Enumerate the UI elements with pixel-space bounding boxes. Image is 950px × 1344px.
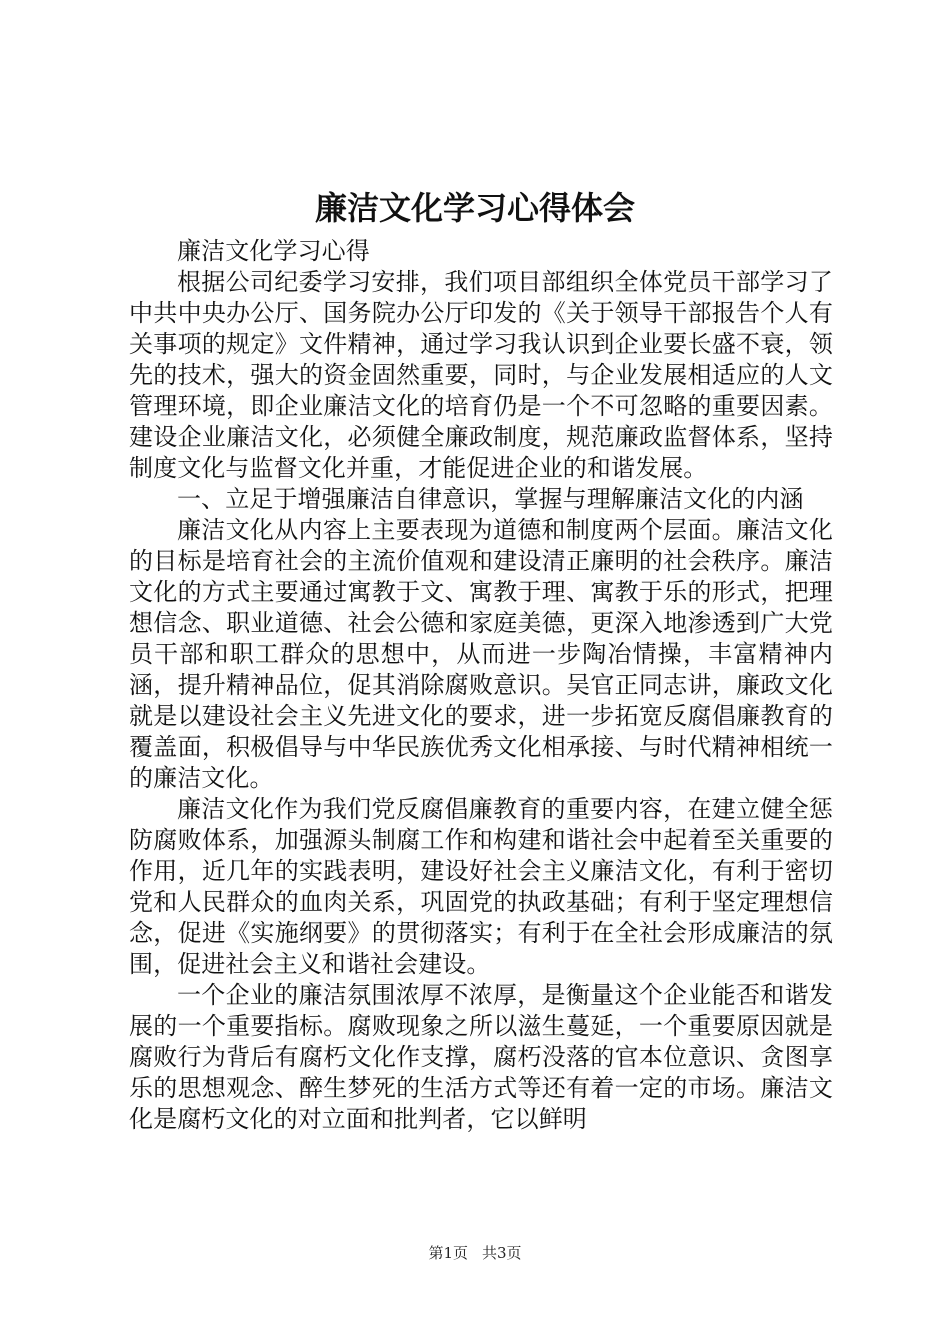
paragraph: 廉洁文化从内容上主要表现为道德和制度两个层面。廉洁文化的目标是培育社会的主流价值观和建设清正廉明的社会秩序。廉洁文化的方式主要通过寓教于文、寓教于理、寓教于乐的形式，把理想信念、职业道德、社会公德和家庭美德，更深入地渗透到广大党员干部和职工群众的思想中，从而进一步陶冶情操，丰富精神内涵，提升精神品位，促其消除腐败意识。吴官正同志讲，廉政文化就是以建设社会主义先进文化的要求，进一步拓宽反腐倡廉教育的覆盖面，积极倡导与中华民族优秀文化相承接、与时代精神相统一的廉洁文化。 <box>129 516 833 792</box>
page-footer <box>0 1242 950 1264</box>
paragraph: 一个企业的廉洁氛围浓厚不浓厚，是衡量这个企业能否和谐发展的一个重要指标。腐败现象之所以滋生蔓延，一个重要原因就是腐败行为背后有腐朽文化作支撑，腐朽没落的官本位意识、贪图享乐的思想观念、醉生梦死的生活方式等还有着一定的市场。廉洁文化是腐朽文化的对立面和批判者，它以鲜明 <box>129 981 833 1133</box>
document-body <box>129 236 833 1135</box>
paragraph: 根据公司纪委学习安排，我们项目部组织全体党员干部学习了中共中央办公厅、国务院办公厅印发的《关于领导干部报告个人有关事项的规定》文件精神，通过学习我认识到企业要长盛不衰，领先的技术，强大的资金固然重要，同时，与企业发展相适应的人文管理环境，即企业廉洁文化的培育仍是一个不可忽略的重要因素。建设企业廉洁文化，必须健全廉政制度，规范廉政监督体系，坚持制度文化与监督文化并重，才能促进企业的和谐发展。 <box>129 268 833 482</box>
page-number: 第1页 <box>428 1244 468 1262</box>
document-title: 廉洁文化学习心得体会 <box>314 189 635 227</box>
paragraph-subtitle: 廉洁文化学习心得 <box>177 237 370 265</box>
section-heading: 一、立足于增强廉洁自律意识，掌握与理解廉洁文化的内涵 <box>177 485 804 513</box>
paragraph: 廉洁文化作为我们党反腐倡廉教育的重要内容，在建立健全惩防腐败体系，加强源头制腐工作和构建和谐社会中起着至关重要的作用，近几年的实践表明，建设好社会主义廉洁文化，有利于密切党和人民群众的血肉关系，巩固党的执政基础；有利于坚定理想信念，促进《实施纲要》的贯彻落实；有利于在全社会形成廉洁的氛围，促进社会主义和谐社会建设。 <box>129 795 833 978</box>
page-total: 共3页 <box>482 1244 522 1262</box>
